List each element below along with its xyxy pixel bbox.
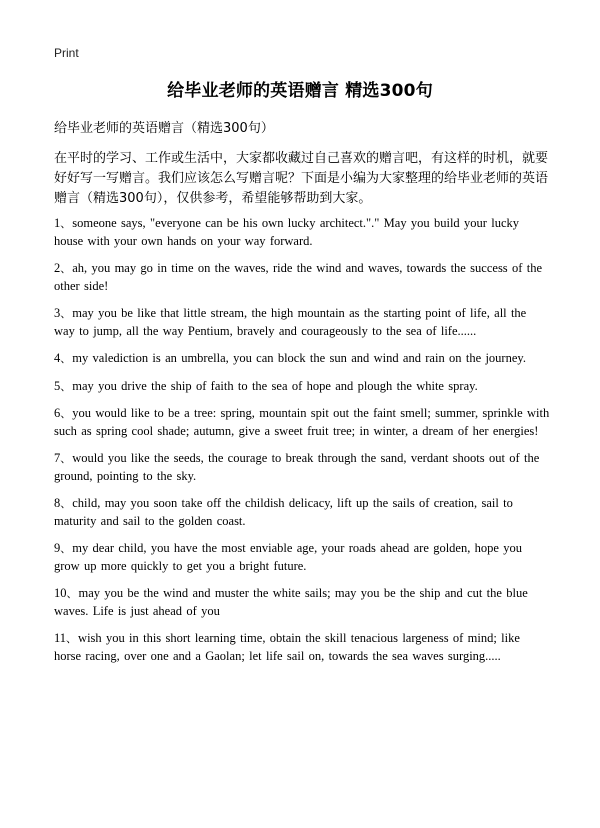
print-link[interactable]: Print [54,46,79,60]
item-separator: 、 [60,379,72,393]
list-item [54,215,550,250]
list-item [54,378,550,396]
item-separator: 、 [60,307,72,320]
item-text: someone says, "everyone can be his own lucky architect."." May you build your lucky house with your own hands on your way forward. [54,216,520,248]
item-number: 6 [54,406,61,420]
item-text: wish you in this short learning time, obtain the skill tenacious largeness of mind; like horse racing, over one and a Gaolan; let life sail on, towards the sea waves surging..... [54,631,520,663]
list-item [54,405,550,440]
item-number: 10 [54,586,67,600]
item-separator: 、 [60,217,72,230]
list-item [54,305,550,340]
item-separator: 、 [66,587,78,600]
page-title: 给毕业老师的英语赠言 精选300句 [167,81,433,101]
list-item [54,540,550,575]
item-separator: 、 [60,542,72,555]
item-text: child, may you soon take off the childish delicacy, lift up the sails of creation, sail to maturity and sail to the golden coast. [54,496,513,528]
item-number: 9 [54,541,61,555]
item-number: 7 [54,451,61,465]
item-number: 2 [54,261,61,275]
item-text: may you be the wind and muster the white sails; may you be the ship and cut the blue waves. Life is just ahead of you [54,586,528,618]
item-number: 3 [54,306,61,320]
item-separator: 、 [60,262,72,275]
quote-list [54,215,550,675]
item-separator: 、 [60,452,72,465]
item-text: ah, you may go in time on the waves, ride the wind and waves, towards the success of the other side! [54,261,543,293]
list-item [54,585,550,620]
item-number: 11 [54,631,67,645]
list-item [54,350,550,368]
item-separator: 、 [66,632,78,645]
list-item [54,630,550,665]
item-text: my valediction is an umbrella, you can block the sun and wind and rain on the journey. [72,351,526,365]
item-text: you would like to be a tree: spring, mountain spit out the faint smell; summer, sprinkle with such as spring cool shade; autumn, give a sweet fruit tree; in winter, a dream of her energies! [54,406,550,438]
item-text: may you be like that little stream, the high mountain as the starting point of life, all the way to jump, all the way Pentium, bravely and courageously to the sea of life...... [54,306,527,338]
item-text: may you drive the ship of faith to the sea of hope and plough the white spray. [72,378,478,393]
list-item [54,495,550,530]
item-text: would you like the seeds, the courage to break through the sand, verdant shoots out of the ground, pointing to the sky. [54,451,540,483]
list-item [54,450,550,485]
item-separator: 、 [60,352,72,365]
item-number: 5 [54,378,61,393]
item-separator: 、 [60,407,72,420]
item-text: my dear child, you have the most enviable age, your roads ahead are golden, hope you grow up more quickly to get you a bright future. [54,541,523,573]
item-number: 4 [54,351,61,365]
list-item [54,260,550,295]
document-subtitle: 给毕业老师的英语赠言（精选300句） [54,121,274,136]
item-separator: 、 [60,497,72,510]
item-number: 8 [54,496,61,510]
item-number: 1 [54,216,61,230]
intro-paragraph: 在平时的学习、工作或生活中，大家都收藏过自己喜欢的赠言吧，有这样的时机，就要好好写一写赠言。我们应该怎么写赠言呢？下面是小编为大家整理的给毕业老师的英语赠言（精选300句），仅供参考，希望能够帮助到大家。 [54,151,549,206]
